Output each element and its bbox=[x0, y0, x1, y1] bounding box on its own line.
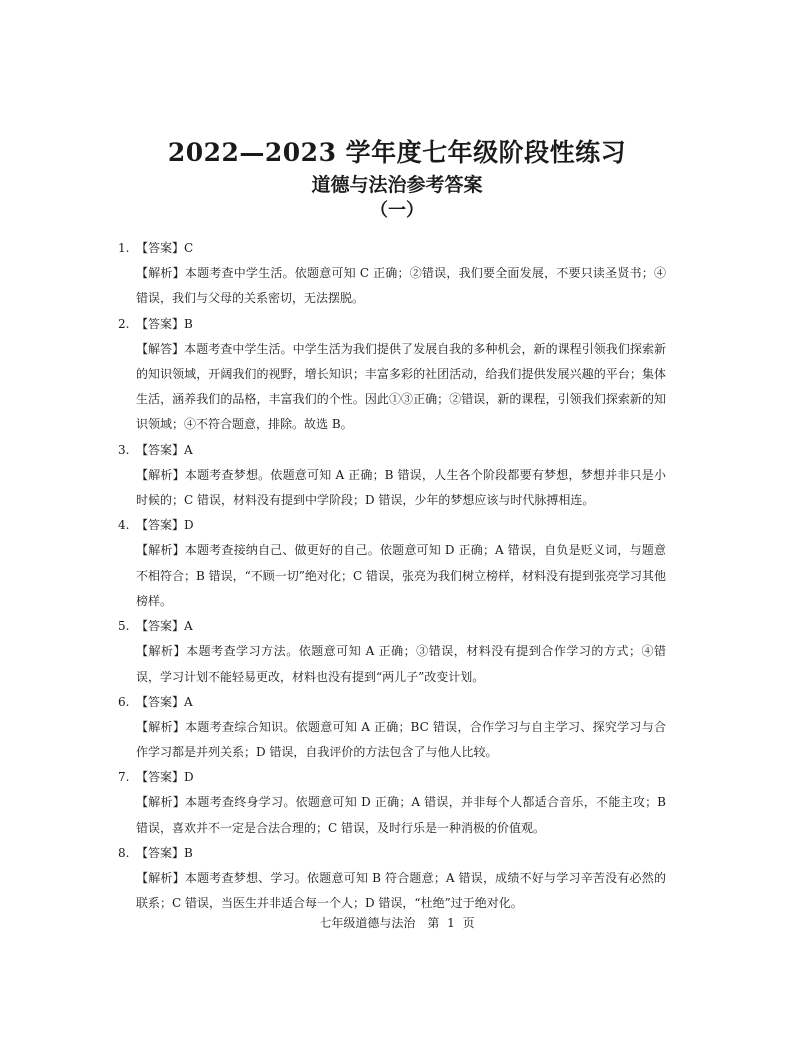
answer-item-1 bbox=[118, 236, 666, 312]
question-number: 8. bbox=[118, 846, 130, 861]
answer-label: 【答案】A bbox=[136, 619, 193, 634]
answer-item-5 bbox=[118, 614, 666, 690]
document-part-number: （一） bbox=[370, 200, 424, 221]
answer-item-8 bbox=[118, 841, 666, 917]
question-number: 5. bbox=[118, 619, 130, 634]
answer-label: 【答案】D bbox=[136, 770, 194, 785]
answer-label: 【答案】B bbox=[136, 316, 193, 331]
page-footer: 七年级道德与法治 第 1 页 bbox=[319, 916, 475, 930]
answer-line bbox=[118, 841, 666, 866]
answer-line bbox=[118, 513, 666, 538]
answer-list bbox=[118, 236, 666, 917]
answer-label: 【答案】B bbox=[136, 846, 193, 861]
answer-label: 【答案】A bbox=[136, 694, 193, 709]
answer-item-2 bbox=[118, 312, 666, 438]
document-subtitle: 道德与法治参考答案 bbox=[311, 174, 483, 196]
answer-label: 【答案】A bbox=[136, 442, 193, 457]
answer-label: 【答案】C bbox=[136, 241, 194, 255]
explanation-text: 【解析】本题考查梦想、学习。依题意可知 B 符合题意；A 错误，成绩不好与学习辛苦没有必然的联系；C 错误，当医生并非适合每一个人；D 错误，“杜绝”过于绝对化。 bbox=[136, 871, 666, 911]
explanation-text: 【解析】本题考查梦想。依题意可知 A 正确；B 错误，人生各个阶段都要有梦想，梦想并非只是小时候的；C 错误，材料没有提到中学阶段；D 错误，少年的梦想应该与时代脉搏相连。 bbox=[136, 467, 666, 508]
answer-line bbox=[118, 765, 666, 790]
answer-item-6 bbox=[118, 690, 666, 766]
answer-item-4 bbox=[118, 513, 666, 614]
explanation-text: 【解析】本题考查接纳自己、做更好的自己。依题意可知 D 正确；A 错误，自负是贬义词，与题意不相符合；B 错误，“不顾一切”绝对化；C 错误，张亮为我们树立榜样，材料没有提到张亮学习其他榜样。 bbox=[136, 543, 666, 608]
explanation-text: 【解析】本题考查中学生活。依题意可知 C 正确；②错误，我们要全面发展，不要只读圣贤书；④错误，我们与父母的关系密切，无法摆脱。 bbox=[136, 266, 666, 306]
document-title: 2022—2023 学年度七年级阶段性练习 bbox=[167, 138, 627, 167]
answer-label: 【答案】D bbox=[136, 518, 194, 533]
explanation-text: 【解析】本题考查学习方法。依题意可知 A 正确；③错误，材料没有提到合作学习的方式；④错误，学习计划不能轻易更改，材料也没有提到“两儿子”改变计划。 bbox=[136, 644, 666, 684]
question-number: 3. bbox=[118, 442, 130, 457]
question-number: 1. bbox=[118, 241, 130, 255]
explanation-text: 【解析】本题考查综合知识。依题意可知 A 正确；BC 错误，合作学习与自主学习、探究学习与合作学习都是并列关系；D 错误，自我评价的方法包含了与他人比较。 bbox=[136, 719, 666, 760]
answer-item-7 bbox=[118, 765, 666, 841]
question-number: 2. bbox=[118, 316, 130, 331]
answer-line bbox=[118, 614, 666, 639]
answer-line bbox=[118, 312, 666, 337]
answer-line bbox=[118, 690, 666, 715]
explanation-text: 【解答】本题考查中学生活。中学生活为我们提供了发展自我的多种机会，新的课程引领我们探索新的知识领域，开阔我们的视野，增长知识；丰富多彩的社团活动，给我们提供发展兴趣的平台；集体生活，涵养我们的品格，丰富我们的个性。因此①③正确；②错误，新的课程，引领我们探索新的知识领域；④不符合题意，排除。故选 B。 bbox=[136, 341, 666, 432]
question-number: 6. bbox=[118, 694, 130, 709]
explanation-text: 【解析】本题考查终身学习。依题意可知 D 正确；A 错误，并非每个人都适合音乐，不能主攻；B 错误，喜欢并不一定是合法合理的；C 错误，及时行乐是一种消极的价值观。 bbox=[136, 795, 666, 835]
question-number: 7. bbox=[118, 770, 130, 785]
answer-line bbox=[118, 438, 666, 463]
question-number: 4. bbox=[118, 518, 130, 533]
answer-item-3 bbox=[118, 438, 666, 514]
answer-line bbox=[118, 236, 666, 261]
